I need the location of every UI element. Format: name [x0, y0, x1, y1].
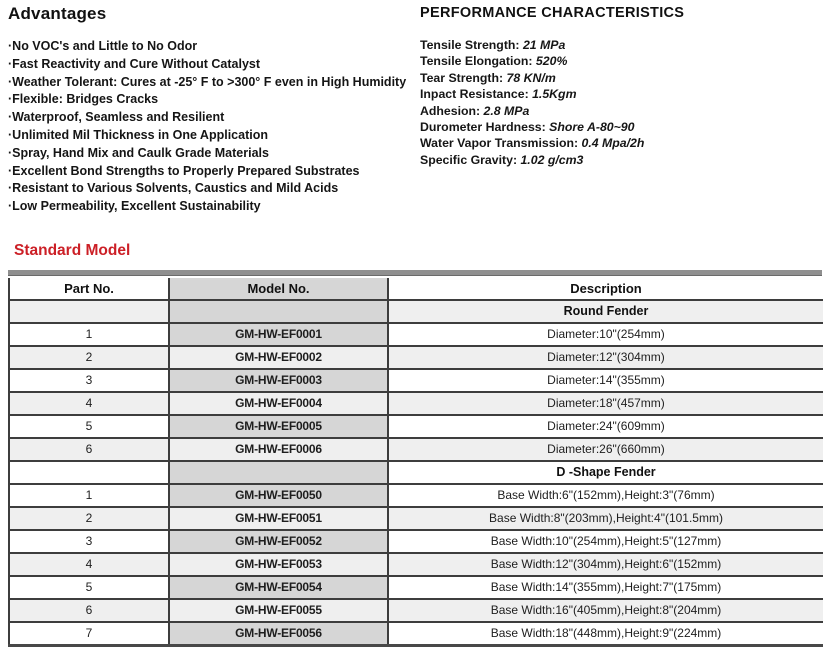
table-row [9, 484, 823, 507]
spec-label: Tensile Elongation: [420, 54, 536, 69]
advantage-item: ·Unlimited Mil Thickness in One Application [8, 127, 268, 142]
part-cell: 3 [9, 369, 169, 392]
spec-line [420, 135, 830, 151]
desc-cell: Base Width:18"(448mm),Height:9"(224mm) [388, 622, 823, 646]
model-cell: GM-HW-EF0053 [169, 553, 388, 576]
spec-line [420, 70, 830, 86]
spec-value: 0.4 Mpa/2h [581, 136, 645, 151]
section-header-row [9, 461, 823, 484]
table-top-band [8, 270, 822, 276]
desc-cell: Base Width:12"(304mm),Height:6"(152mm) [388, 553, 823, 576]
table-row [9, 323, 823, 346]
top-columns [0, 0, 830, 216]
spec-value: 520% [535, 54, 568, 69]
table-row [9, 392, 823, 415]
table-row [9, 576, 823, 599]
advantage-item: ·Excellent Bond Strengths to Properly Prepared Substrates [8, 163, 360, 178]
spec-value: 1.5Kgm [532, 87, 577, 102]
spec-line [420, 37, 830, 53]
model-cell: GM-HW-EF0056 [169, 622, 388, 646]
part-cell: 3 [9, 530, 169, 553]
table-row [9, 507, 823, 530]
advantage-item: ·Low Permeability, Excellent Sustainability [8, 199, 261, 214]
advantage-item: ·Waterproof, Seamless and Resilient [8, 110, 225, 125]
spec-line [420, 119, 830, 135]
spec-label: Specific Gravity: [420, 152, 521, 167]
spec-value: 78 KN/m [506, 70, 556, 85]
table-row [9, 553, 823, 576]
model-cell: GM-HW-EF0002 [169, 346, 388, 369]
advantage-item: ·No VOC's and Little to No Odor [8, 39, 198, 53]
model-cell [169, 300, 388, 323]
standard-model-table-wrap [8, 278, 830, 647]
advantages-section [0, 2, 412, 216]
desc-cell: Diameter:18"(457mm) [388, 392, 823, 415]
column-header-model-no: Model No. [169, 278, 388, 300]
model-cell: GM-HW-EF0006 [169, 438, 388, 461]
performance-title: PERFORMANCE CHARACTERISTICS [420, 5, 685, 21]
spec-label: Adhesion: [420, 103, 484, 118]
desc-cell: Base Width:16"(405mm),Height:8"(204mm) [388, 599, 823, 622]
model-cell: GM-HW-EF0051 [169, 507, 388, 530]
part-cell: 4 [9, 392, 169, 415]
performance-section [412, 2, 830, 216]
desc-cell: Diameter:12"(304mm) [388, 346, 823, 369]
advantage-item: ·Fast Reactivity and Cure Without Catalyst [8, 56, 261, 71]
spec-value: 1.02 g/cm3 [520, 152, 584, 167]
part-cell: 7 [9, 622, 169, 646]
standard-model-table [8, 278, 823, 647]
spec-value: 21 MPa [522, 38, 566, 52]
part-cell: 5 [9, 415, 169, 438]
part-cell: 6 [9, 438, 169, 461]
part-cell [9, 461, 169, 484]
model-cell: GM-HW-EF0004 [169, 392, 388, 415]
desc-cell: Base Width:6"(152mm),Height:3"(76mm) [388, 484, 823, 507]
desc-cell: Round Fender [388, 300, 823, 323]
spec-label: Durometer Hardness: [420, 120, 550, 135]
advantage-item: ·Weather Tolerant: Cures at -25° F to >300° F even in High Humidity [8, 74, 407, 89]
table-row [9, 346, 823, 369]
spec-label: Tear Strength: [420, 70, 507, 85]
table-row [9, 438, 823, 461]
table-row [9, 622, 823, 646]
model-cell: GM-HW-EF0054 [169, 576, 388, 599]
desc-cell: Diameter:14"(355mm) [388, 369, 823, 392]
spec-value: 2.8 MPa [483, 103, 530, 118]
advantages-list [8, 38, 412, 216]
advantage-item: ·Spray, Hand Mix and Caulk Grade Materials [8, 145, 269, 160]
column-header-part-no: Part No. [9, 278, 169, 300]
part-cell: 6 [9, 599, 169, 622]
part-cell [9, 300, 169, 323]
spec-label: Inpact Resistance: [420, 87, 533, 102]
model-cell: GM-HW-EF0003 [169, 369, 388, 392]
advantages-title: Advantages [8, 4, 107, 23]
table-row [9, 415, 823, 438]
table-header-row [9, 278, 823, 300]
standard-model-title: Standard Model [14, 241, 131, 259]
model-cell: GM-HW-EF0055 [169, 599, 388, 622]
section-header-row [9, 300, 823, 323]
desc-cell: D -Shape Fender [388, 461, 823, 484]
desc-cell: Diameter:10"(254mm) [388, 323, 823, 346]
desc-cell: Diameter:26"(660mm) [388, 438, 823, 461]
spec-label: Tensile Strength: [420, 38, 523, 52]
spec-line [420, 86, 830, 102]
model-table-body [9, 300, 823, 646]
desc-cell: Base Width:8"(203mm),Height:4"(101.5mm) [388, 507, 823, 530]
spec-value: Shore A-80~90 [549, 120, 635, 135]
table-row [9, 530, 823, 553]
part-cell: 2 [9, 346, 169, 369]
model-cell [169, 461, 388, 484]
spec-line [420, 103, 830, 119]
spec-label: Water Vapor Transmission: [420, 136, 582, 151]
model-cell: GM-HW-EF0005 [169, 415, 388, 438]
model-cell: GM-HW-EF0001 [169, 323, 388, 346]
advantage-item: ·Flexible: Bridges Cracks [8, 92, 159, 107]
column-header-description: Description [388, 278, 823, 300]
part-cell: 1 [9, 323, 169, 346]
model-cell: GM-HW-EF0052 [169, 530, 388, 553]
model-cell: GM-HW-EF0050 [169, 484, 388, 507]
part-cell: 1 [9, 484, 169, 507]
part-cell: 4 [9, 553, 169, 576]
table-row [9, 369, 823, 392]
table-row [9, 599, 823, 622]
part-cell: 5 [9, 576, 169, 599]
desc-cell: Base Width:10"(254mm),Height:5"(127mm) [388, 530, 823, 553]
desc-cell: Diameter:24"(609mm) [388, 415, 823, 438]
spec-line [420, 152, 830, 168]
part-cell: 2 [9, 507, 169, 530]
spec-line [420, 53, 830, 69]
performance-specs [420, 37, 830, 168]
advantage-item: ·Resistant to Various Solvents, Caustics and Mild Acids [8, 181, 339, 196]
desc-cell: Base Width:14"(355mm),Height:7"(175mm) [388, 576, 823, 599]
